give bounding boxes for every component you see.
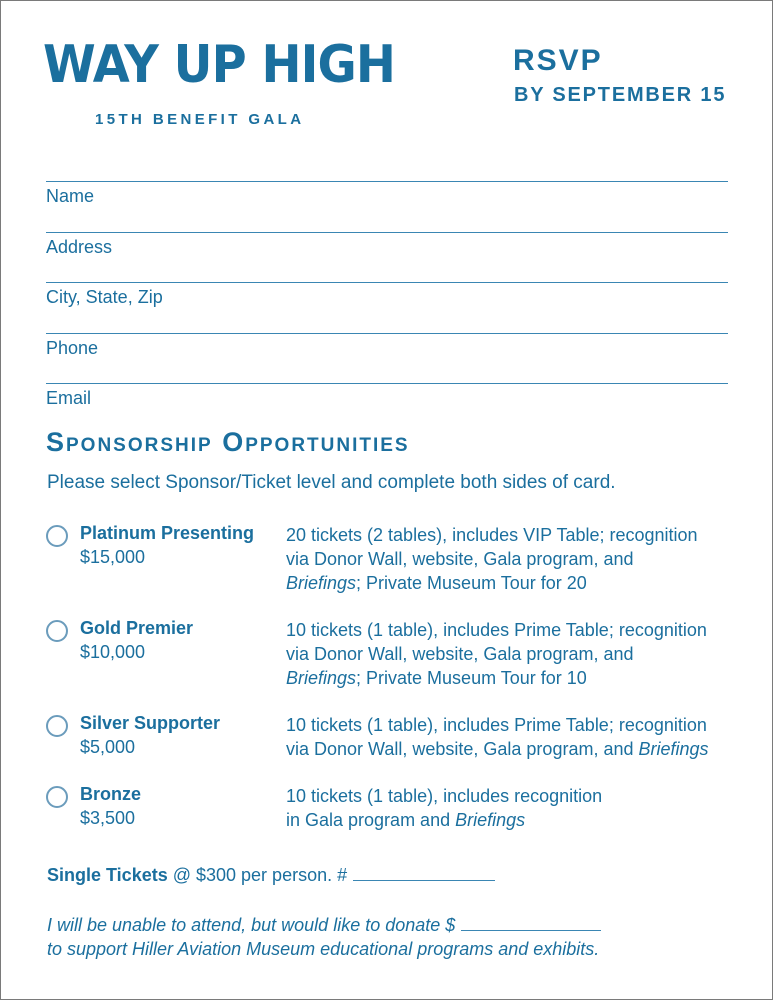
desc-line	[286, 808, 602, 832]
desc-line	[286, 737, 709, 761]
email-label: Email	[46, 388, 92, 408]
desc-line	[286, 666, 707, 690]
level-description	[286, 713, 709, 761]
phone-label: Phone	[46, 338, 99, 358]
donation-text	[47, 913, 601, 961]
desc-line: 10 tickets (1 table), includes Prime Table; recognition	[286, 715, 707, 735]
donation-line-2: to support Hiller Aviation Museum educational programs and exhibits.	[47, 939, 600, 959]
platinum-radio[interactable]	[46, 525, 68, 547]
city-state-zip-label: City, State, Zip	[46, 287, 163, 307]
event-logo: WAY UP HIGH	[43, 35, 395, 95]
sponsorship-instructions: Please select Sponsor/Ticket level and complete both sides of card.	[47, 472, 616, 493]
name-field[interactable]	[46, 181, 728, 207]
level-price: $5,000	[80, 737, 136, 757]
single-tickets-label: Single Tickets	[47, 865, 168, 885]
silver-radio[interactable]	[46, 715, 68, 737]
level-price: $15,000	[80, 547, 146, 567]
single-tickets-row	[47, 865, 495, 886]
single-tickets-text: @ $300 per person. #	[167, 865, 348, 885]
level-price: $10,000	[80, 642, 146, 662]
briefings-text: Briefings	[638, 739, 709, 759]
desc-text: in Gala program and	[286, 810, 456, 830]
desc-line: via Donor Wall, website, Gala program, and	[286, 549, 634, 569]
phone-field[interactable]	[46, 333, 728, 359]
desc-rest: ; Private Museum Tour for 10	[356, 668, 587, 688]
event-subtitle: 15TH BENEFIT GALA	[95, 111, 305, 128]
address-field[interactable]	[46, 232, 728, 258]
donation-line-1-text: I will be unable to attend, but would like to donate $	[47, 915, 456, 935]
desc-rest: ; Private Museum Tour for 20	[356, 573, 587, 593]
name-label: Name	[46, 186, 95, 206]
sponsorship-title: Sponsorship Opportunities	[46, 427, 410, 457]
email-field[interactable]	[46, 383, 728, 409]
address-label: Address	[46, 237, 113, 257]
level-description	[286, 618, 707, 690]
rsvp-deadline: BY SEPTEMBER 15	[514, 84, 727, 106]
briefings-text: Briefings	[286, 668, 357, 688]
level-name: Platinum Presenting	[80, 523, 255, 543]
bronze-radio[interactable]	[46, 786, 68, 808]
level-description	[286, 523, 698, 595]
ticket-count-input[interactable]	[353, 866, 495, 881]
rsvp-heading: RSVP	[513, 44, 603, 77]
desc-line: 10 tickets (1 table), includes Prime Table; recognition	[286, 620, 707, 640]
desc-line: via Donor Wall, website, Gala program, and	[286, 644, 634, 664]
level-name: Bronze	[80, 784, 142, 804]
level-description	[286, 784, 602, 832]
level-name: Silver Supporter	[80, 713, 221, 733]
desc-text: via Donor Wall, website, Gala program, and	[286, 739, 639, 759]
desc-line: 10 tickets (1 table), includes recognition	[286, 786, 603, 806]
briefings-text: Briefings	[455, 810, 526, 830]
desc-line	[286, 571, 698, 595]
level-name: Gold Premier	[80, 618, 194, 638]
city-state-zip-field[interactable]	[46, 282, 728, 308]
gold-radio[interactable]	[46, 620, 68, 642]
donation-line-1	[47, 913, 601, 937]
level-price: $3,500	[80, 808, 136, 828]
briefings-text: Briefings	[286, 573, 357, 593]
donation-amount-input[interactable]	[461, 916, 601, 931]
desc-line: 20 tickets (2 tables), includes VIP Table; recognition	[286, 525, 698, 545]
